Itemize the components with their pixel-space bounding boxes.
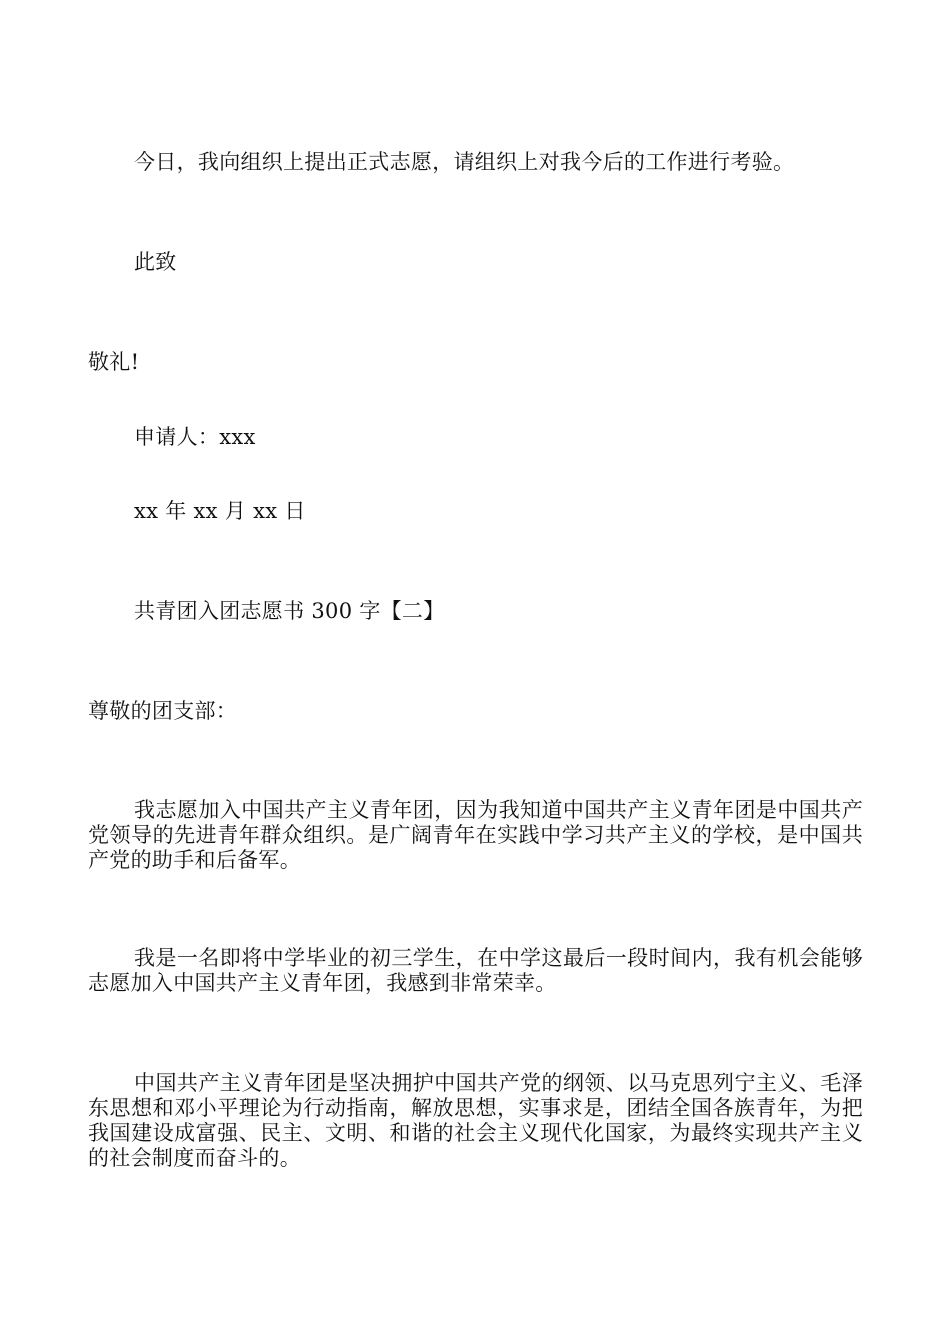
closing-salutation: 此致 <box>134 250 177 274</box>
signature-date: xx 年 xx 月 xx 日 <box>134 499 306 523</box>
applicant-signature: 申请人：xxx <box>134 425 256 449</box>
body-paragraph: 我志愿加入中国共产主义青年团，因为我知道中国共产主义青年团是中国共产党领导的先进青年群众组织。是广阔青年在实践中学习共产主义的学校，是中国共产党的助手和后备军。 <box>88 798 863 872</box>
salutation: 尊敬的团支部： <box>88 699 238 723</box>
closing-regards: 敬礼! <box>88 350 140 374</box>
body-paragraph: 我是一名即将中学毕业的初三学生，在中学这最后一段时间内，我有机会能够志愿加入中国共产主义青年团，我感到非常荣幸。 <box>88 946 863 995</box>
section-title: 共青团入团志愿书 300 字【二】 <box>134 599 445 623</box>
body-paragraph: 中国共产主义青年团是坚决拥护中国共产党的纲领、以马克思列宁主义、毛泽东思想和邓小平理论为行动指南，解放思想，实事求是，团结全国各族青年，为把我国建设成富强、民主、文明、和谐的社会主义现代化国家，为最终实现共产主义的社会制度而奋斗的。 <box>88 1071 863 1170</box>
opening-line: 今日，我向组织上提出正式志愿，请组织上对我今后的工作进行考验。 <box>134 150 795 174</box>
